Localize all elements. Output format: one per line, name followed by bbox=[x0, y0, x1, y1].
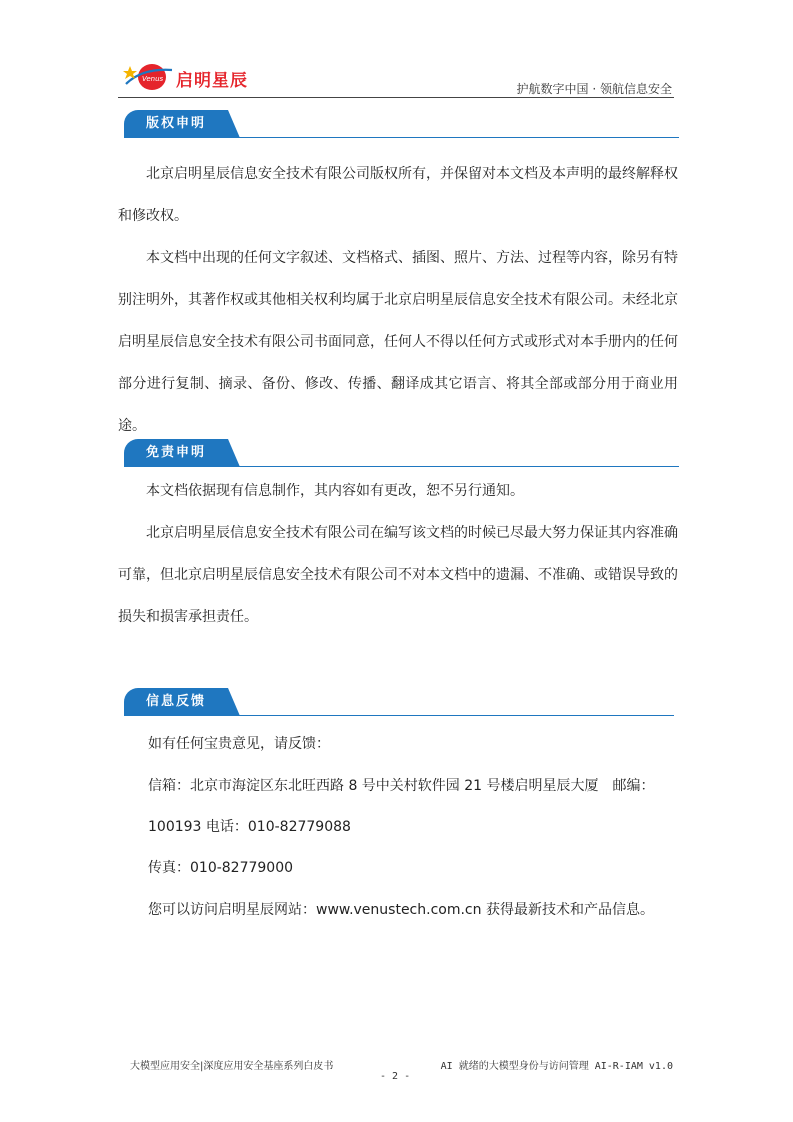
section-title: 信息反馈 bbox=[146, 694, 207, 709]
header-divider bbox=[118, 97, 674, 98]
feedback-fax: 传真：010-82779000 bbox=[148, 860, 294, 876]
feedback-postcode-phone: 100193 电话：010-82779088 bbox=[148, 819, 351, 835]
disclaimer-paragraph-2: 北京启明星辰信息安全技术有限公司在编写该文档的时候已尽最大努力保证其内容准确可靠，但北京启明星辰信息安全技术有限公司不对本文档中的遗漏、不准确、或错误导致的损失和损害承担责任。 bbox=[118, 525, 678, 625]
section-tab-feedback bbox=[124, 688, 228, 716]
section-rule bbox=[124, 466, 679, 467]
footer-left: 大模型应用安全|深度应用安全基座系列白皮书 bbox=[130, 1061, 334, 1072]
section-rule bbox=[124, 715, 674, 716]
feedback-intro: 如有任何宝贵意见，请反馈： bbox=[148, 736, 330, 752]
disclaimer-paragraph-1: 本文档依据现有信息制作，其内容如有更改，恕不另行通知。 bbox=[146, 483, 524, 499]
section-title: 免责申明 bbox=[146, 445, 207, 460]
section-tab-copyright bbox=[124, 110, 228, 138]
header-slogan: 护航数字中国 · 领航信息安全 bbox=[516, 82, 672, 96]
section-tab-disclaimer bbox=[124, 439, 228, 467]
section-rule bbox=[124, 137, 679, 138]
venustech-logo-icon bbox=[122, 62, 178, 92]
feedback-website: 您可以访问启明星辰网站：www.venustech.com.cn 获得最新技术和产品信息。 bbox=[148, 902, 654, 918]
page-number: - 2 - bbox=[380, 1071, 411, 1082]
feedback-address: 信箱：北京市海淀区东北旺西路 8 号中关村软件园 21 号楼启明星辰大厦 邮编： bbox=[148, 778, 655, 794]
copyright-paragraph-2: 本文档中出现的任何文字叙述、文档格式、插图、照片、方法、过程等内容，除另有特别注明外，其著作权或其他相关权利均属于北京启明星辰信息安全技术有限公司。未经北京启明星辰信息安全技术有限公司书面同意，任何人不得以任何方式或形式对本手册内的任何部分进行复制、摘录、备份、修改、传播、翻译成其它语言、将其全部或部分用于商业用途。 bbox=[118, 250, 678, 434]
svg-text:Venus: Venus bbox=[142, 75, 164, 83]
section-title: 版权申明 bbox=[146, 116, 207, 131]
logo-text: 启明星辰 bbox=[176, 71, 248, 91]
footer-right: AI 就绪的大模型身份与访问管理 AI-R-IAM v1.0 bbox=[440, 1061, 673, 1072]
copyright-paragraph-1: 北京启明星辰信息安全技术有限公司版权所有，并保留对本文档及本声明的最终解释权和修改权。 bbox=[118, 166, 678, 224]
